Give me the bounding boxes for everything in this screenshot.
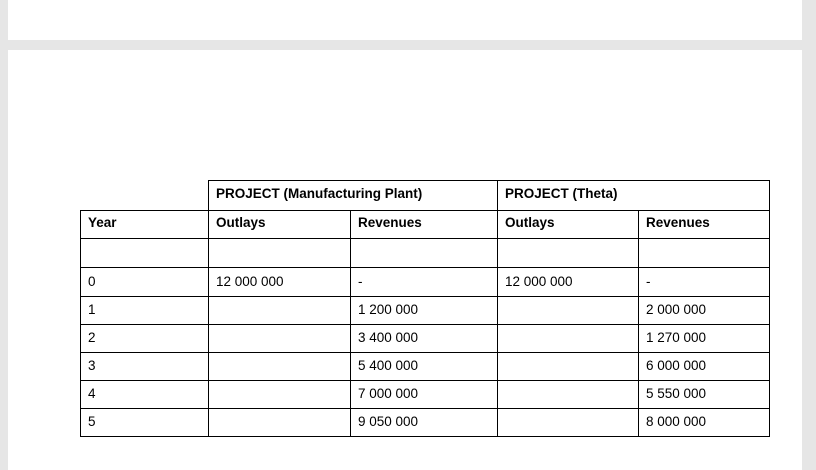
theta-revenues-cell: - <box>639 268 770 297</box>
theta-revenues-cell: 2 000 000 <box>639 297 770 325</box>
manufacturing-revenues-cell: 9 050 000 <box>351 409 498 437</box>
theta-outlays-cell: 12 000 000 <box>498 268 639 297</box>
table-cell <box>209 239 351 268</box>
empty-row <box>81 239 770 268</box>
year-cell: 0 <box>81 268 209 297</box>
project-theta-header: PROJECT (Theta) <box>498 181 770 211</box>
manufacturing-revenues-header: Revenues <box>351 211 498 239</box>
theta-revenues-cell: 5 550 000 <box>639 381 770 409</box>
table-row <box>81 353 770 381</box>
year-cell: 4 <box>81 381 209 409</box>
table-row <box>81 409 770 437</box>
manufacturing-revenues-cell: 7 000 000 <box>351 381 498 409</box>
manufacturing-revenues-cell: 5 400 000 <box>351 353 498 381</box>
project-cashflow-table <box>80 180 770 437</box>
manufacturing-revenues-cell: 3 400 000 <box>351 325 498 353</box>
year-cell: 3 <box>81 353 209 381</box>
year-cell: 1 <box>81 297 209 325</box>
theta-revenues-cell: 6 000 000 <box>639 353 770 381</box>
theta-outlays-header: Outlays <box>498 211 639 239</box>
table-cell <box>351 239 498 268</box>
manufacturing-revenues-cell: 1 200 000 <box>351 297 498 325</box>
theta-revenues-header: Revenues <box>639 211 770 239</box>
year-cell: 5 <box>81 409 209 437</box>
manufacturing-outlays-cell <box>209 409 351 437</box>
manufacturing-outlays-cell <box>209 381 351 409</box>
table-row <box>81 268 770 297</box>
table-cell <box>639 239 770 268</box>
project-header-row <box>81 181 770 211</box>
year-header: Year <box>81 211 209 239</box>
year-cell: 2 <box>81 325 209 353</box>
theta-outlays-cell <box>498 353 639 381</box>
manufacturing-revenues-cell: - <box>351 268 498 297</box>
manufacturing-outlays-header: Outlays <box>209 211 351 239</box>
table-cell <box>498 239 639 268</box>
manufacturing-outlays-cell <box>209 297 351 325</box>
theta-outlays-cell <box>498 297 639 325</box>
theta-outlays-cell <box>498 381 639 409</box>
manufacturing-outlays-cell <box>209 325 351 353</box>
empty-corner-cell <box>81 181 209 211</box>
table-cell <box>81 239 209 268</box>
table-row <box>81 297 770 325</box>
project-manufacturing-plant-header: PROJECT (Manufacturing Plant) <box>209 181 498 211</box>
theta-outlays-cell <box>498 409 639 437</box>
theta-revenues-cell: 1 270 000 <box>639 325 770 353</box>
theta-revenues-cell: 8 000 000 <box>639 409 770 437</box>
manufacturing-outlays-cell <box>209 353 351 381</box>
theta-outlays-cell <box>498 325 639 353</box>
table-row <box>81 325 770 353</box>
previous-page <box>8 0 802 40</box>
column-header-row <box>81 211 770 239</box>
manufacturing-outlays-cell: 12 000 000 <box>209 268 351 297</box>
table-row <box>81 381 770 409</box>
